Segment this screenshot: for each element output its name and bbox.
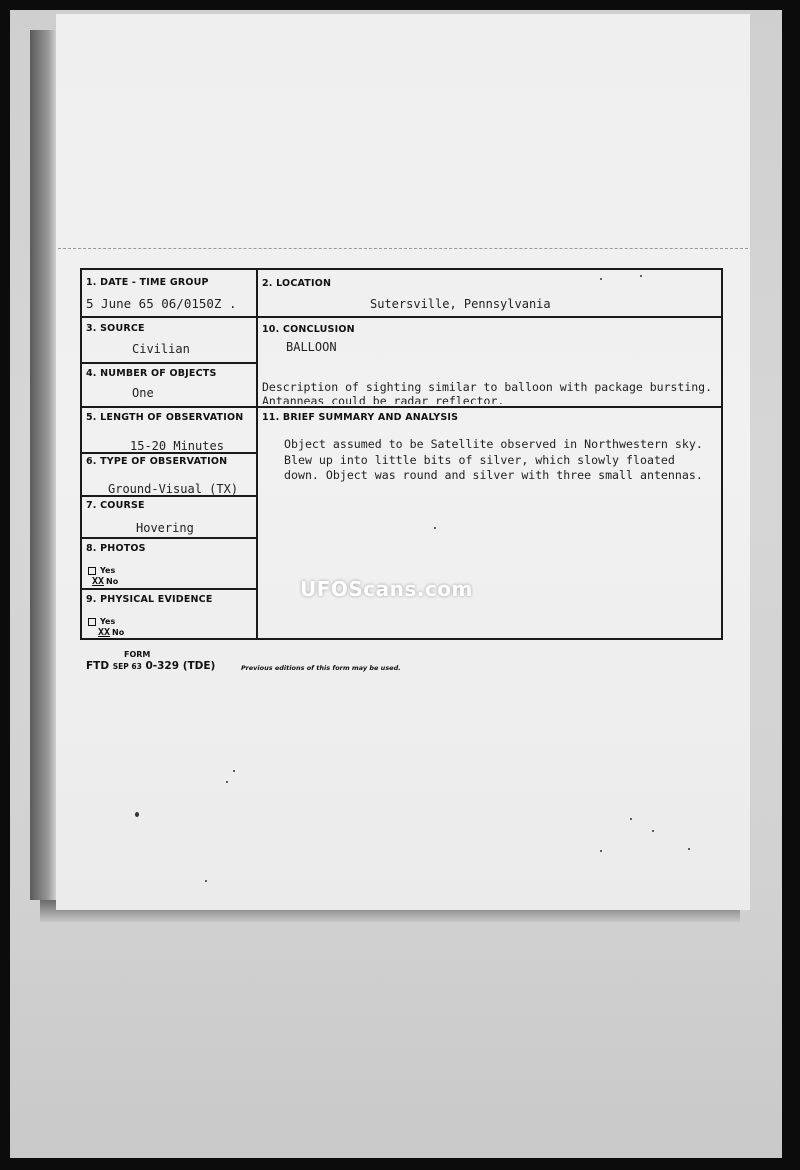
speck <box>652 830 654 832</box>
evidence-no-text: No <box>112 628 125 637</box>
source-value: Civilian <box>132 342 190 356</box>
footer-ftd: FTD <box>86 660 110 672</box>
summary-text <box>284 437 754 484</box>
type-of-observation-value: Ground-Visual (TX) <box>108 482 239 496</box>
conclusion-description-line2: Antanneas could be radar reflector. <box>262 394 505 404</box>
location-value: Sutersville, Pennsylvania <box>370 297 551 311</box>
date-time-label: 1. DATE - TIME GROUP <box>86 277 209 288</box>
conclusion-description-line1: Description of sighting similar to balloon with package bursting. <box>262 380 713 394</box>
course-label: 7. COURSE <box>86 500 145 511</box>
paper-shadow-left <box>30 30 56 900</box>
photos-yes-option <box>88 566 115 575</box>
course-value: Hovering <box>136 521 194 535</box>
speck <box>135 812 139 817</box>
checkbox-icon <box>88 618 96 626</box>
photos-no-text: No <box>106 577 119 586</box>
row-divider <box>82 316 723 318</box>
length-of-observation-label: 5. LENGTH OF OBSERVATION <box>86 412 244 423</box>
watermark: UFOScans.com <box>300 577 473 601</box>
speck <box>205 880 207 882</box>
summary-line: Object assumed to be Satellite observed in Northwestern sky. <box>284 437 703 451</box>
photos-no-option <box>92 576 118 587</box>
speck <box>600 278 602 280</box>
footer-number: 0-329 (TDE) <box>145 660 216 672</box>
number-of-objects-value: One <box>132 386 154 400</box>
column-divider <box>256 270 258 640</box>
length-of-observation-value: 15-20 Minutes <box>130 439 224 453</box>
speck <box>600 850 602 852</box>
row-divider <box>82 362 257 364</box>
conclusion-label: 10. CONCLUSION <box>262 324 355 335</box>
photos-no-mark: XX <box>92 576 105 587</box>
speck <box>640 275 642 277</box>
physical-evidence-label: 9. PHYSICAL EVIDENCE <box>86 594 213 605</box>
speck <box>434 527 436 529</box>
footer-date: SEP 63 <box>112 662 142 671</box>
speck <box>226 781 228 783</box>
speck <box>630 818 632 820</box>
evidence-yes-text: Yes <box>100 617 116 626</box>
footer-note: Previous editions of this form may be used. <box>241 664 401 672</box>
location-label: 2. LOCATION <box>262 278 332 289</box>
summary-line: Blew up into little bits of silver, which slowly floated <box>284 452 675 467</box>
photos-yes-text: Yes <box>100 566 116 575</box>
summary-line: down. Object was round and silver with three small antennas. <box>284 468 703 482</box>
source-label: 3. SOURCE <box>86 323 145 334</box>
evidence-no-mark: XX <box>98 627 111 638</box>
speck <box>233 770 235 772</box>
number-of-objects-label: 4. NUMBER OF OBJECTS <box>86 368 217 379</box>
footer-form-id <box>86 660 215 672</box>
footer-form-word: FORM <box>124 650 151 659</box>
row-divider <box>82 537 257 539</box>
conclusion-value: BALLOON <box>286 340 337 354</box>
type-of-observation-label: 6. TYPE OF OBSERVATION <box>86 456 228 467</box>
fold-line <box>58 248 748 252</box>
date-time-value: 5 June 65 06/0150Z . <box>86 296 237 311</box>
row-divider <box>82 406 723 408</box>
evidence-no-option <box>98 627 124 638</box>
checkbox-icon <box>88 567 96 575</box>
row-divider <box>82 588 257 590</box>
photos-label: 8. PHOTOS <box>86 543 146 554</box>
evidence-yes-option <box>88 617 115 626</box>
summary-label: 11. BRIEF SUMMARY AND ANALYSIS <box>262 412 459 423</box>
speck <box>688 848 690 850</box>
